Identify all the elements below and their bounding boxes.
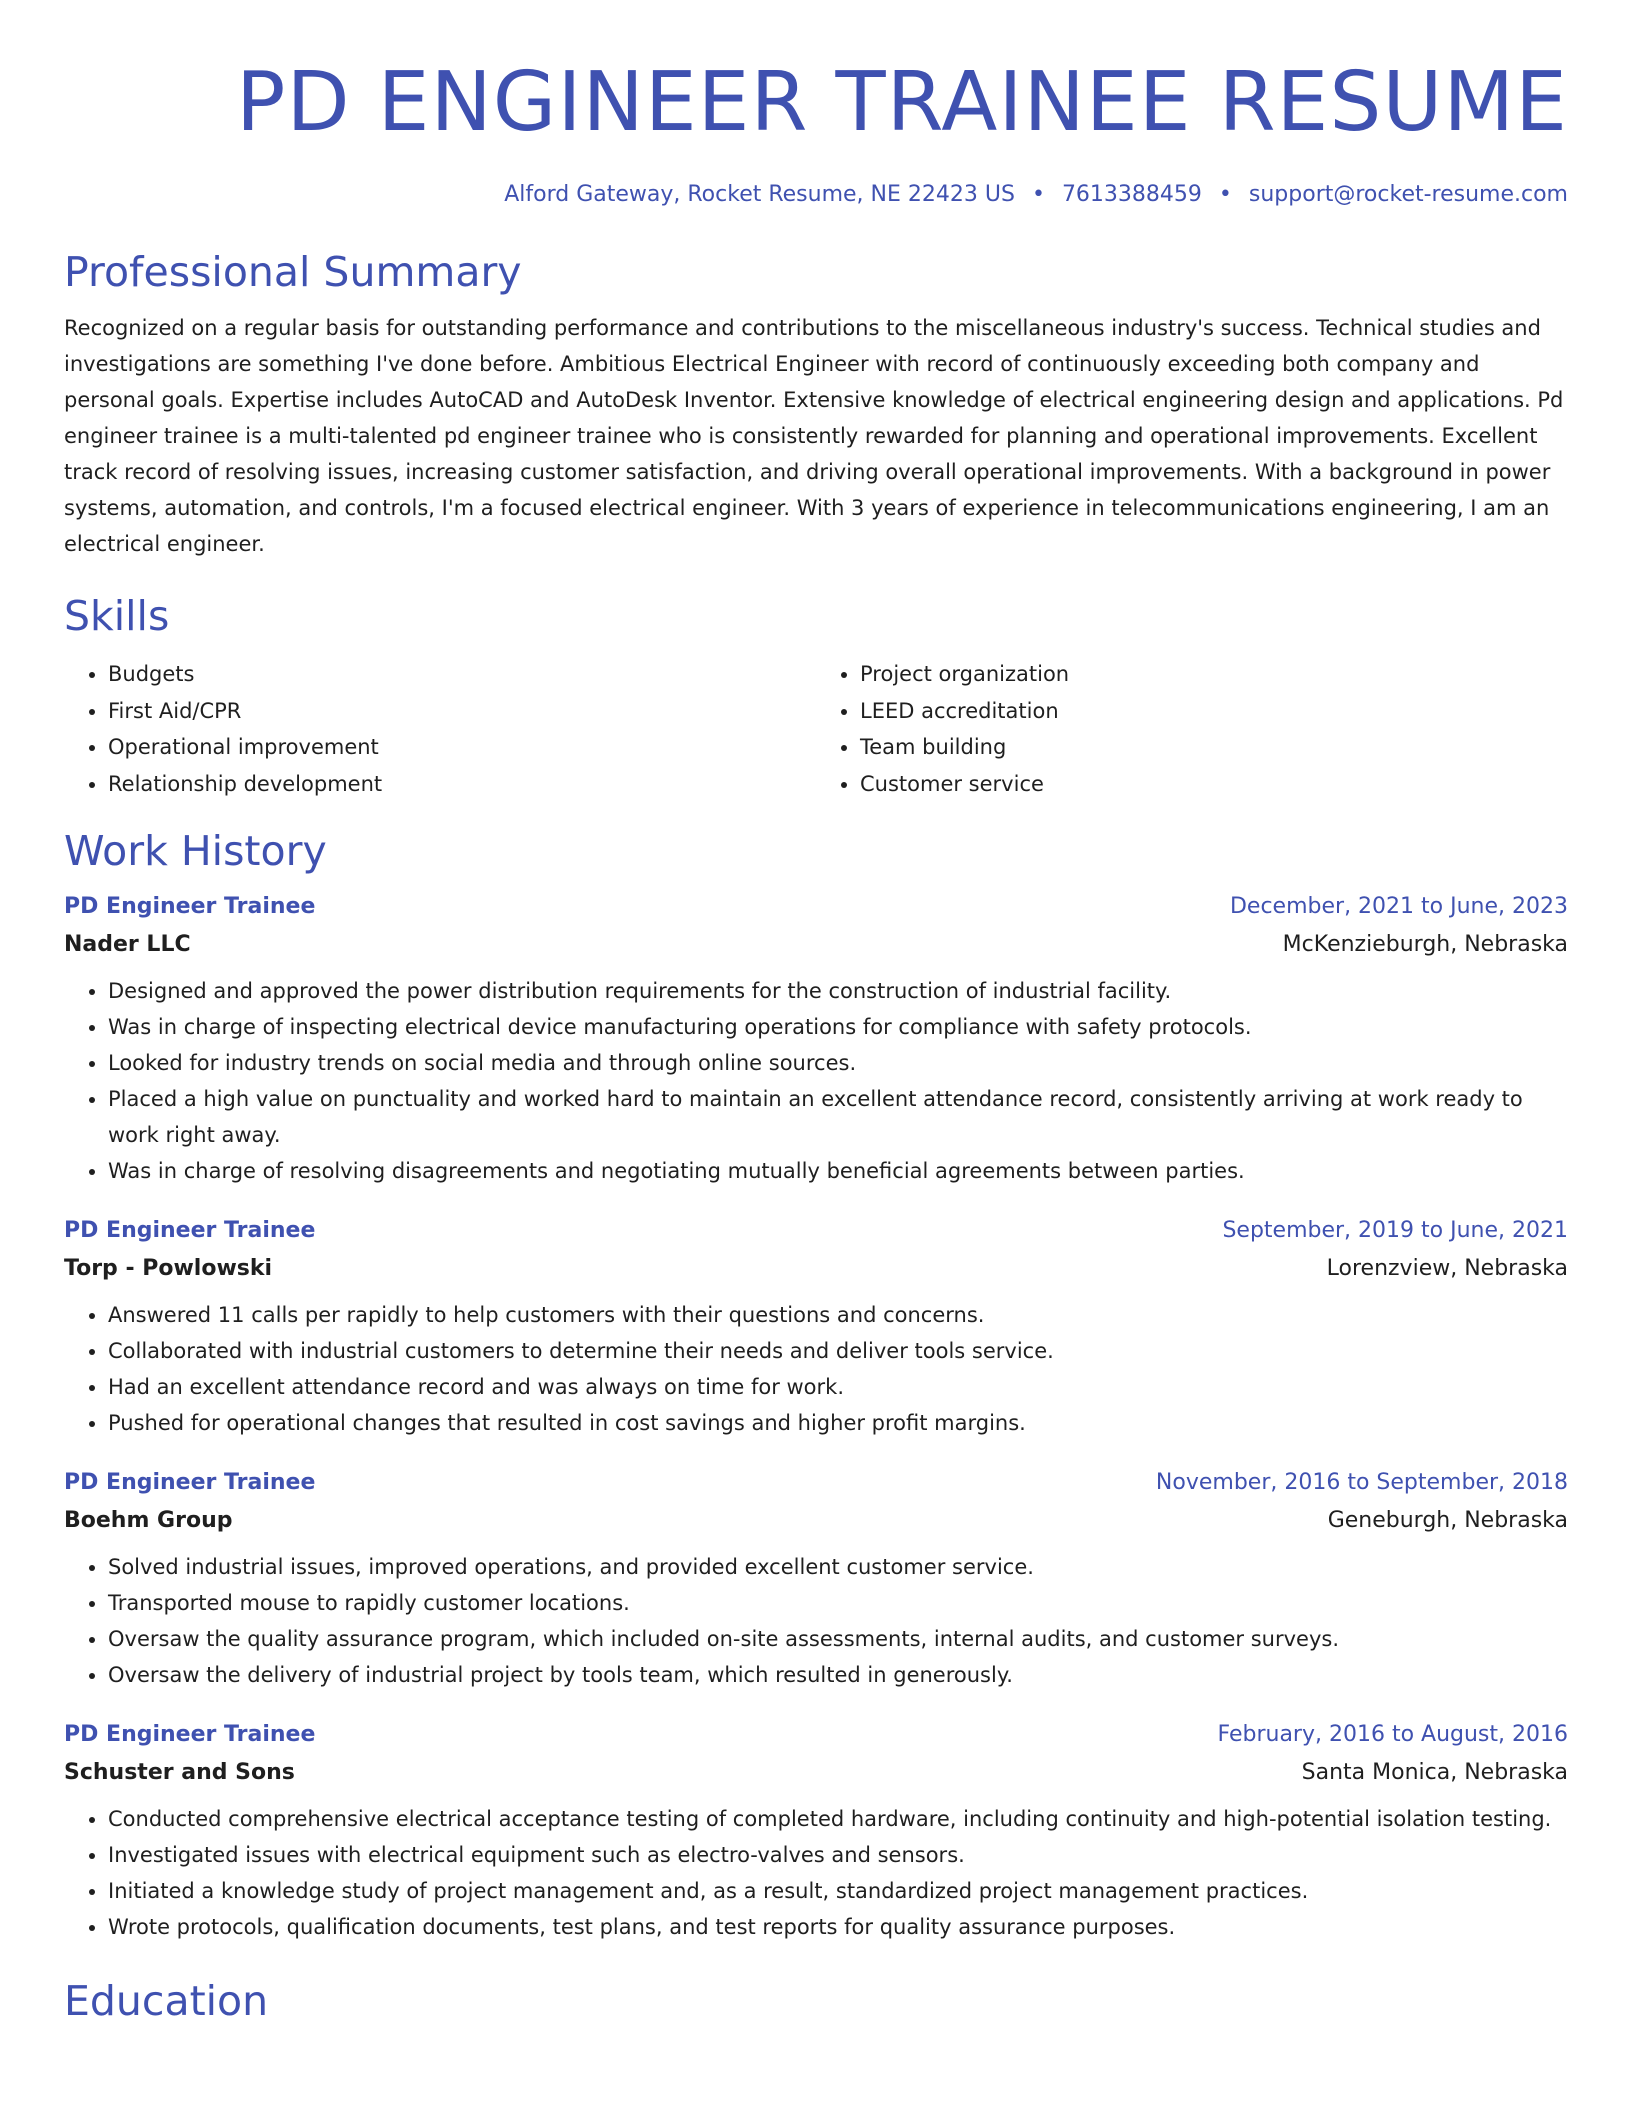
job-entry xyxy=(64,1215,1568,1441)
skills-column-right xyxy=(816,656,1568,803)
contact-phone: 7613388459 xyxy=(1061,182,1202,207)
job-bullet: • Investigated issues with electrical equipment such as electro-valves and sensors. xyxy=(108,1837,1568,1873)
job-company: Torp - Powlowski xyxy=(64,1255,273,1281)
skill-item: • Team building xyxy=(860,729,1568,766)
job-entry xyxy=(64,1719,1568,1945)
contact-separator: • xyxy=(1031,182,1045,207)
contact-email: support@rocket-resume.com xyxy=(1248,182,1568,207)
job-dates: September, 2019 to June, 2021 xyxy=(1222,1217,1568,1243)
summary-heading: Professional Summary xyxy=(64,248,522,296)
skills-column-left xyxy=(64,656,816,803)
resume-title: PD ENGINEER TRAINEE RESUME xyxy=(236,55,1568,150)
skill-item: • Relationship development xyxy=(108,766,816,803)
job-bullets xyxy=(64,1801,1568,1945)
skill-item: • LEED accreditation xyxy=(860,693,1568,730)
job-company: Schuster and Sons xyxy=(64,1759,295,1785)
job-bullet: • Looked for industry trends on social media and through online sources. xyxy=(108,1045,1568,1081)
job-bullet: • Pushed for operational changes that resulted in cost savings and higher profit margins. xyxy=(108,1405,1568,1441)
skill-item: • Budgets xyxy=(108,656,816,693)
job-bullet: • Solved industrial issues, improved operations, and provided excellent customer service. xyxy=(108,1549,1568,1585)
job-bullet: • Oversaw the quality assurance program, which included on-site assessments, internal audits, and customer surveys. xyxy=(108,1621,1568,1657)
skill-item: • First Aid/CPR xyxy=(108,693,816,730)
job-location: Geneburgh, Nebraska xyxy=(1327,1507,1568,1533)
job-company: Boehm Group xyxy=(64,1507,233,1533)
job-bullets xyxy=(64,973,1568,1189)
job-title: PD Engineer Trainee xyxy=(64,1217,316,1243)
skill-item: • Project organization xyxy=(860,656,1568,693)
job-dates: December, 2021 to June, 2023 xyxy=(1229,893,1568,919)
contact-address: Alford Gateway, Rocket Resume, NE 22423 US xyxy=(504,182,1015,207)
skill-item: • Operational improvement xyxy=(108,729,816,766)
contact-separator: • xyxy=(1218,182,1232,207)
job-bullet: • Designed and approved the power distribution requirements for the construction of industrial facility. xyxy=(108,973,1568,1009)
job-dates: February, 2016 to August, 2016 xyxy=(1217,1721,1568,1747)
job-bullet: • Collaborated with industrial customers to determine their needs and deliver tools service. xyxy=(108,1333,1568,1369)
skills-heading: Skills xyxy=(64,592,170,640)
contact-line xyxy=(64,180,1568,210)
work-history-heading: Work History xyxy=(64,826,327,875)
summary-text: Recognized on a regular basis for outstanding performance and contributions to the miscellaneous industry's success. Technical studies and investigations are something I've done before. Ambitious Electrical Engineer with record of continuously exceeding both company and personal goals. Expertise includes AutoCAD and AutoDesk Inventor. Extensive knowledge of electrical engineering design and applications. Pd engineer trainee is a multi-talented pd engineer trainee who is consistently rewarded for planning and operational improvements. Excellent track record of resolving issues, increasing customer satisfaction, and driving overall operational improvements. With a background in power systems, automation, and controls, I'm a focused electrical engineer. With 3 years of experience in telecommunications engineering, I am an electrical engineer. xyxy=(64,316,1564,556)
job-title: PD Engineer Trainee xyxy=(64,1469,316,1495)
job-subheader xyxy=(64,1253,1568,1285)
job-bullet: • Initiated a knowledge study of project management and, as a result, standardized project management practices. xyxy=(108,1873,1568,1909)
education-heading: Education xyxy=(64,1976,269,2025)
skill-item: • Customer service xyxy=(860,766,1568,803)
job-bullet: • Was in charge of resolving disagreements and negotiating mutually beneficial agreements between parties. xyxy=(108,1153,1568,1189)
job-header xyxy=(64,1215,1568,1247)
job-entry xyxy=(64,891,1568,1189)
job-header xyxy=(64,891,1568,923)
job-header xyxy=(64,1467,1568,1499)
job-entry xyxy=(64,1467,1568,1693)
job-bullet: • Conducted comprehensive electrical acceptance testing of completed hardware, including continuity and high-potential isolation testing. xyxy=(108,1801,1568,1837)
job-title: PD Engineer Trainee xyxy=(64,1721,316,1747)
job-bullet: • Answered 11 calls per rapidly to help customers with their questions and concerns. xyxy=(108,1297,1568,1333)
job-subheader xyxy=(64,929,1568,961)
job-bullet: • Had an excellent attendance record and was always on time for work. xyxy=(108,1369,1568,1405)
job-header xyxy=(64,1719,1568,1751)
job-location: Santa Monica, Nebraska xyxy=(1301,1759,1568,1785)
job-bullet: • Wrote protocols, qualification documents, test plans, and test reports for quality assurance purposes. xyxy=(108,1909,1568,1945)
job-dates: November, 2016 to September, 2018 xyxy=(1155,1469,1568,1495)
skills-list xyxy=(64,656,1568,803)
job-bullet: • Placed a high value on punctuality and worked hard to maintain an excellent attendance record, consistently arriving at work ready to work right away. xyxy=(108,1081,1568,1153)
job-title: PD Engineer Trainee xyxy=(64,893,316,919)
job-location: Lorenzview, Nebraska xyxy=(1326,1255,1568,1281)
job-bullets xyxy=(64,1549,1568,1693)
job-bullet: • Transported mouse to rapidly customer locations. xyxy=(108,1585,1568,1621)
job-subheader xyxy=(64,1757,1568,1789)
job-bullets xyxy=(64,1297,1568,1441)
job-company: Nader LLC xyxy=(64,931,191,957)
job-location: McKenzieburgh, Nebraska xyxy=(1282,931,1568,957)
job-subheader xyxy=(64,1505,1568,1537)
job-bullet: • Oversaw the delivery of industrial project by tools team, which resulted in generously. xyxy=(108,1657,1568,1693)
job-bullet: • Was in charge of inspecting electrical device manufacturing operations for compliance with safety protocols. xyxy=(108,1009,1568,1045)
